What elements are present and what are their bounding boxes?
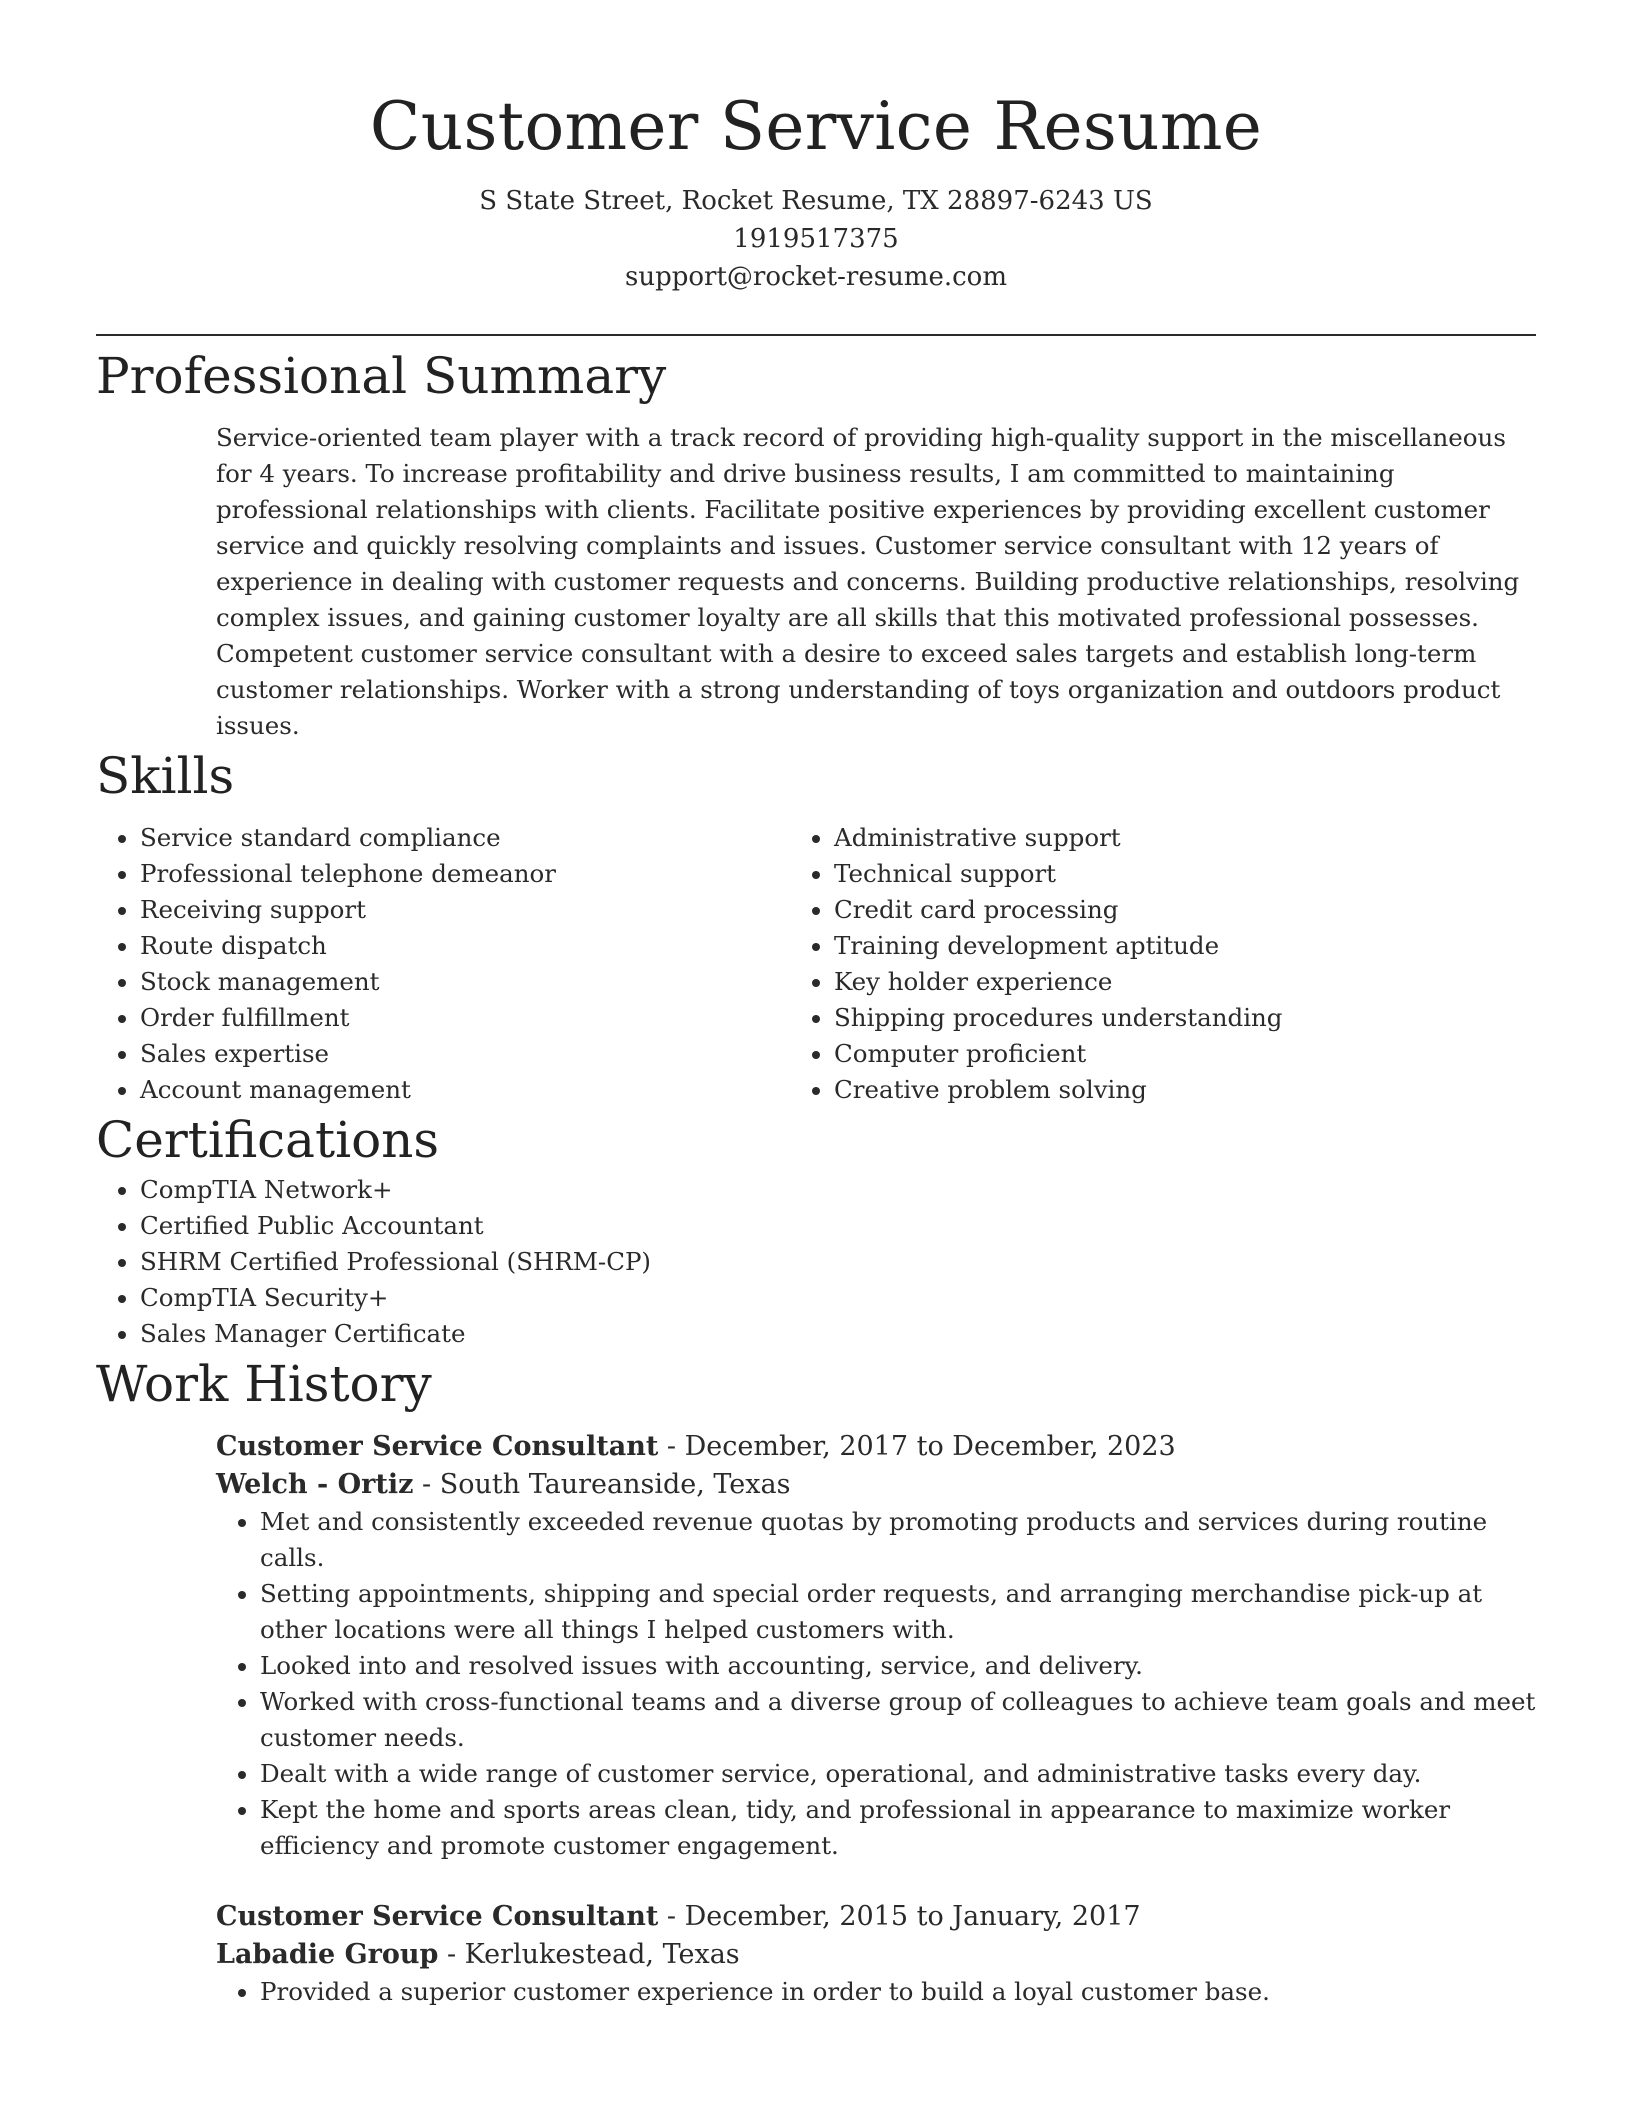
skills-heading: Skills	[96, 747, 235, 805]
summary-text: Service-oriented team player with a track record of providing high-quality support in the miscellaneous for 4 years. To increase profitability and drive business results, I am committed to maintaining professional relationships with clients. Facilitate positive experiences by providing excellent customer service and quickly resolving complaints and issues. Customer service consultant with 12 years of experience in dealing with customer requests and concerns. Building productive relationships, resolving complex issues, and gaining customer loyalty are all skills that this motivated professional possesses. Competent customer service consultant with a desire to exceed sales targets and establish long-term customer relationships. Worker with a strong understanding of toys organization and outdoors product issues.	[216, 423, 1520, 740]
job-title-line	[216, 1428, 1536, 1466]
job-bullet: • Met and consistently exceeded revenue quotas by promoting products and services during routine calls.	[260, 1504, 1536, 1576]
job-bullet: • Dealt with a wide range of customer service, operational, and administrative tasks every day.	[260, 1756, 1536, 1792]
certification-item: • Certified Public Accountant	[140, 1208, 1536, 1244]
job-header	[216, 1428, 1536, 1504]
skill-item: • Sales expertise	[140, 1036, 790, 1072]
skill-item: • Training development aptitude	[834, 928, 1484, 964]
certification-item: • CompTIA Security+	[140, 1280, 1536, 1316]
certification-item: • SHRM Certified Professional (SHRM-CP)	[140, 1244, 1536, 1280]
skills-list-right	[790, 820, 1484, 1108]
job-location: - South Taureanside, Texas	[413, 1469, 791, 1500]
job-bullet: • Provided a superior customer experience in order to build a loyal customer base.	[260, 1974, 1536, 2010]
job-bullet: • Kept the home and sports areas clean, tidy, and professional in appearance to maximize worker efficiency and promote customer engagement.	[260, 1792, 1536, 1864]
skill-item: • Administrative support	[834, 820, 1484, 856]
skill-item: • Technical support	[834, 856, 1484, 892]
certifications-heading: Certifications	[96, 1111, 440, 1169]
certification-item: • CompTIA Network+	[140, 1172, 1536, 1208]
job-bullet-list	[216, 1504, 1536, 1864]
resume-page	[96, 0, 1536, 2010]
contact-block	[96, 182, 1536, 296]
certification-item: • Sales Manager Certificate	[140, 1316, 1536, 1352]
job-dates: - December, 2015 to January, 2017	[658, 1901, 1141, 1932]
job-bullet: • Setting appointments, shipping and special order requests, and arranging merchandise pick-up at other locations were all things I helped customers with.	[260, 1576, 1536, 1648]
job-location: - Kerlukestead, Texas	[438, 1939, 740, 1970]
skill-item: • Order fulfillment	[140, 1000, 790, 1036]
skill-item: • Key holder experience	[834, 964, 1484, 1000]
contact-address: S State Street, Rocket Resume, TX 28897-6243 US	[479, 186, 1153, 216]
resume-title: Customer Service Resume	[369, 88, 1263, 165]
skills-list-left	[96, 820, 790, 1108]
skill-item: • Shipping procedures understanding	[834, 1000, 1484, 1036]
skill-item: • Route dispatch	[140, 928, 790, 964]
skills-grid	[96, 820, 1536, 1108]
job-company: Welch - Ortiz	[216, 1469, 414, 1500]
header-divider	[96, 334, 1536, 336]
contact-email: support@rocket-resume.com	[624, 262, 1007, 292]
job-bullet: • Looked into and resolved issues with accounting, service, and delivery.	[260, 1648, 1536, 1684]
job-bullet-list	[216, 1974, 1536, 2010]
contact-phone: 1919517375	[733, 224, 899, 254]
job-company-line	[216, 1466, 1536, 1504]
work-history-heading: Work History	[96, 1355, 432, 1413]
job-bullet: • Worked with cross-functional teams and a diverse group of colleagues to achieve team goals and meet customer needs.	[260, 1684, 1536, 1756]
skill-item: • Stock management	[140, 964, 790, 1000]
job-title: Customer Service Consultant	[216, 1901, 659, 1932]
job-company: Labadie Group	[216, 1939, 439, 1970]
job-company-line	[216, 1936, 1536, 1974]
skill-item: • Credit card processing	[834, 892, 1484, 928]
job-header	[216, 1898, 1536, 1974]
skill-item: • Creative problem solving	[834, 1072, 1484, 1108]
skill-item: • Computer proficient	[834, 1036, 1484, 1072]
job-dates: - December, 2017 to December, 2023	[658, 1431, 1176, 1462]
summary-heading: Professional Summary	[96, 347, 667, 405]
skill-item: • Account management	[140, 1072, 790, 1108]
skill-item: • Receiving support	[140, 892, 790, 928]
job-title-line	[216, 1898, 1536, 1936]
certifications-list	[96, 1172, 1536, 1352]
job-entry	[216, 1898, 1536, 2010]
job-title: Customer Service Consultant	[216, 1431, 659, 1462]
skill-item: • Professional telephone demeanor	[140, 856, 790, 892]
skill-item: • Service standard compliance	[140, 820, 790, 856]
job-entry	[216, 1428, 1536, 1864]
